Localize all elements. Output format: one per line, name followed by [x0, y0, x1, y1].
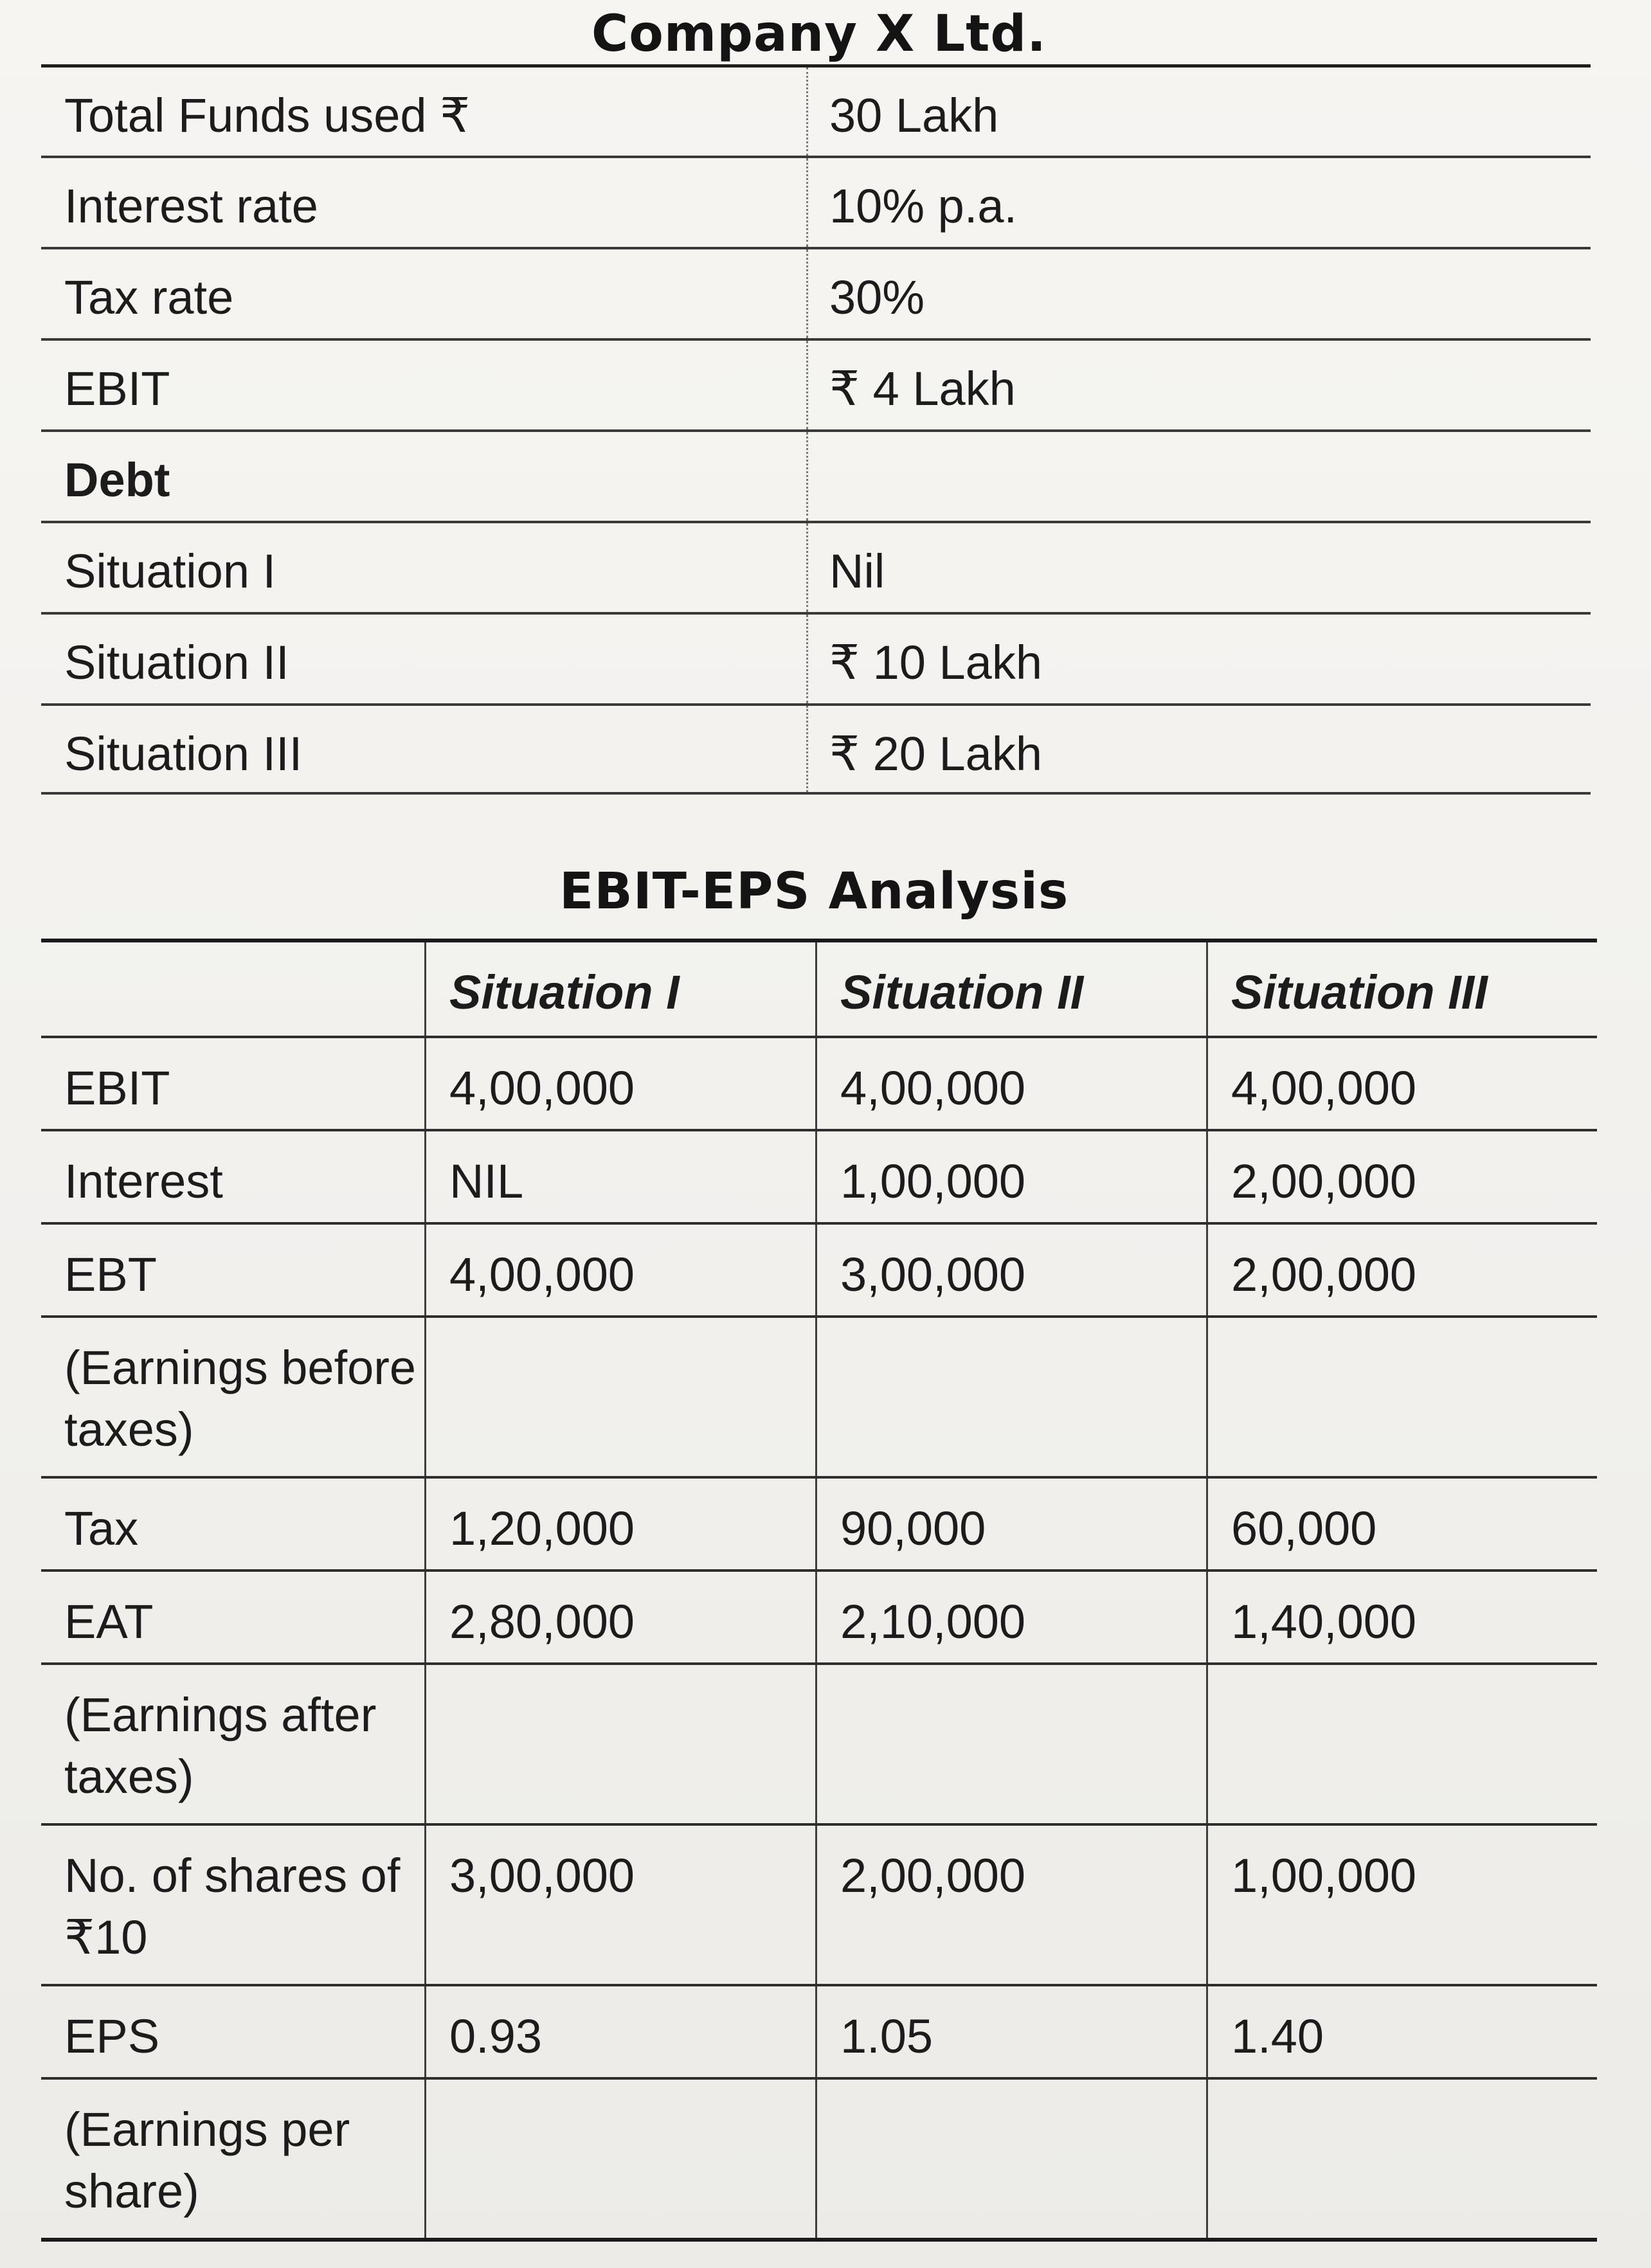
column-header	[41, 942, 424, 1036]
row-label: Interest rate	[64, 179, 318, 233]
row-label: Tax rate	[64, 271, 234, 324]
cell-value: 2,00,000	[1206, 1225, 1594, 1315]
row-label-debt: Debt	[64, 453, 170, 507]
cell-value: 2,10,000	[815, 1572, 1206, 1662]
table-row	[41, 2077, 1597, 2238]
cell-value	[424, 1318, 815, 1476]
row-label: No. of shares of ₹10	[64, 1849, 401, 1964]
cell-value: 1.05	[815, 1986, 1206, 2077]
cell-value: 2,00,000	[1206, 1131, 1594, 1222]
table-row	[41, 521, 1591, 612]
cell-value: 2,00,000	[815, 1826, 1206, 1984]
table-row	[41, 1476, 1597, 1569]
row-label: EAT	[64, 1595, 154, 1648]
table-row	[41, 156, 1591, 247]
ebit-eps-analysis-table	[41, 939, 1597, 2242]
row-label: EPS	[64, 2010, 160, 2063]
cell-value: 3,00,000	[424, 1826, 815, 1984]
table-row	[41, 1222, 1597, 1315]
cell-value	[1206, 1665, 1594, 1823]
row-label: (Earnings per share)	[64, 2103, 350, 2218]
cell-value: 1,40,000	[1206, 1572, 1594, 1662]
cell-value: 3,00,000	[815, 1225, 1206, 1315]
company-table-title: Company X Ltd.	[591, 5, 1047, 63]
analysis-table-title: EBIT-EPS Analysis	[559, 863, 1069, 921]
table-row	[41, 1569, 1597, 1662]
cell-value	[815, 1318, 1206, 1476]
row-label: Tax	[64, 1502, 139, 1555]
row-value: 30%	[829, 271, 925, 324]
cell-value: 4,00,000	[815, 1038, 1206, 1129]
row-label: EBIT	[64, 362, 170, 415]
cell-value: 4,00,000	[424, 1038, 815, 1129]
table-row	[41, 1823, 1597, 1984]
row-value: 10% p.a.	[829, 179, 1018, 233]
table-row	[41, 703, 1591, 795]
cell-value: 1,00,000	[815, 1131, 1206, 1222]
cell-value: NIL	[424, 1131, 815, 1222]
cell-value: 1,20,000	[424, 1479, 815, 1569]
row-label: Interest	[64, 1155, 223, 1208]
row-value: ₹ 20 Lakh	[829, 727, 1042, 780]
table-row	[41, 612, 1591, 703]
table-row	[41, 1315, 1597, 1476]
cell-value	[1206, 2080, 1594, 2238]
cell-value: 0.93	[424, 1986, 815, 2077]
cell-value	[424, 1665, 815, 1823]
cell-value	[815, 2080, 1206, 2238]
cell-value: 2,80,000	[424, 1572, 815, 1662]
table-row	[41, 64, 1591, 156]
row-label: Total Funds used ₹	[64, 89, 471, 142]
table-row	[41, 429, 1591, 521]
column-header: Situation II	[815, 942, 1206, 1036]
row-label: EBT	[64, 1248, 157, 1301]
row-value: ₹ 10 Lakh	[829, 636, 1042, 689]
row-label: (Earnings after taxes)	[64, 1688, 377, 1803]
table-row	[41, 1662, 1597, 1823]
column-header: Situation III	[1206, 942, 1594, 1036]
cell-value: 4,00,000	[1206, 1038, 1594, 1129]
cell-value: 4,00,000	[424, 1225, 815, 1315]
cell-value	[815, 1665, 1206, 1823]
row-label: EBIT	[64, 1061, 170, 1115]
column-header: Situation I	[424, 942, 815, 1036]
row-label: (Earnings before taxes)	[64, 1341, 417, 1456]
table-row	[41, 1129, 1597, 1222]
cell-value: 90,000	[815, 1479, 1206, 1569]
row-label: Situation III	[64, 727, 303, 780]
cell-value: 1,00,000	[1206, 1826, 1594, 1984]
table-row	[41, 338, 1591, 429]
row-value: ₹ 4 Lakh	[829, 362, 1016, 415]
cell-value: 60,000	[1206, 1479, 1594, 1569]
cell-value	[424, 2080, 815, 2238]
company-details-table	[41, 64, 1591, 795]
row-label: Situation II	[64, 636, 289, 689]
row-value: Nil	[829, 544, 885, 598]
cell-value	[1206, 1318, 1594, 1476]
table-row	[41, 1036, 1597, 1129]
table-row	[41, 1984, 1597, 2077]
row-value: 30 Lakh	[829, 89, 999, 142]
table-row	[41, 247, 1591, 338]
row-label: Situation I	[64, 544, 276, 598]
cell-value: 1.40	[1206, 1986, 1594, 2077]
table-header-row	[41, 942, 1597, 1036]
